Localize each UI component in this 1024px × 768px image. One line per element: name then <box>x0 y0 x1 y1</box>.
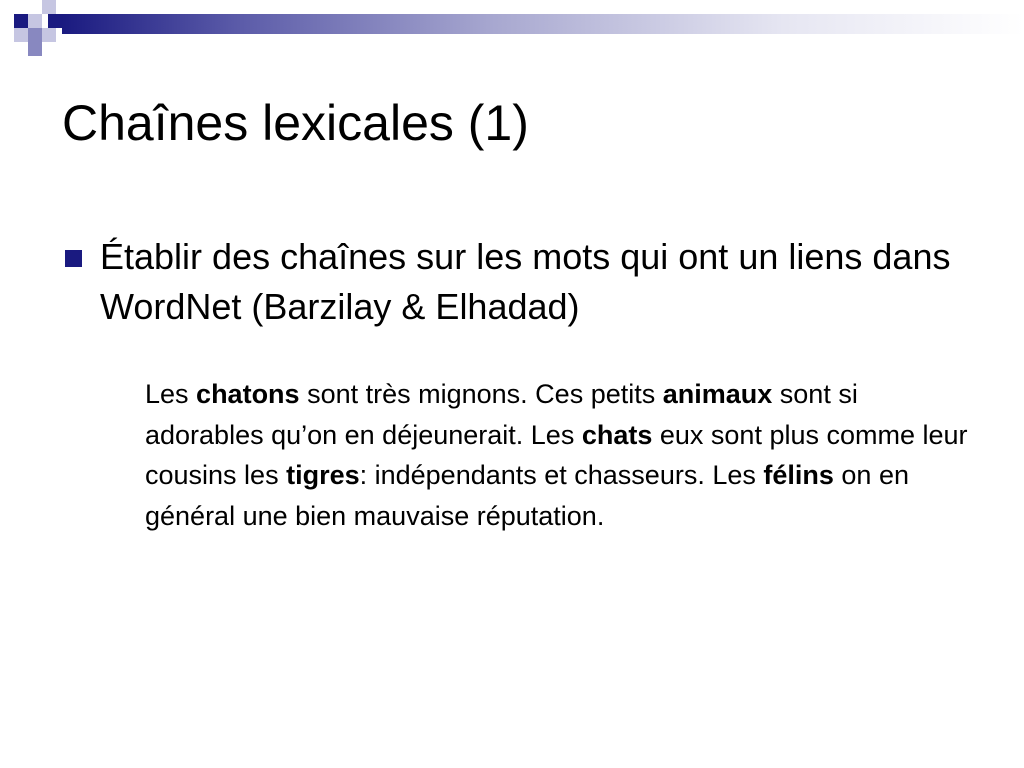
example-text: Les <box>145 379 197 409</box>
example-text: sont si adorables qu’on en déjeunerait. Les <box>145 379 858 450</box>
header-square <box>48 14 62 28</box>
header-square <box>42 28 56 42</box>
example-text: : indépendants et chasseurs. Les <box>359 460 764 490</box>
example-text: eux sont plus comme leur cousins les <box>145 419 968 490</box>
highlighted-word: tigres <box>286 460 360 490</box>
bullet-text: Établir des chaînes sur les mots qui ont un liens dans WordNet (Barzilay & Elhadad) <box>100 236 951 327</box>
example-text: on en général une bien mauvaise réputation. <box>145 460 909 531</box>
header-square <box>14 28 28 42</box>
header-square <box>28 42 42 56</box>
highlighted-word: chatons <box>196 379 300 409</box>
slide-title: Chaînes lexicales (1) <box>62 95 529 151</box>
header-square <box>28 28 42 42</box>
highlighted-word: chats <box>581 419 653 450</box>
header-square <box>14 14 28 28</box>
example-text: sont très mignons. Ces petits <box>299 379 663 409</box>
highlighted-word: animaux <box>662 379 773 409</box>
bullet-list <box>62 232 982 332</box>
header-gradient-bar <box>62 14 1024 34</box>
header-square <box>28 14 42 28</box>
highlighted-word: félins <box>763 460 834 490</box>
bullet-item <box>62 232 982 332</box>
header-square <box>42 0 56 14</box>
square-bullet-icon <box>65 250 82 267</box>
example-paragraph <box>145 374 970 536</box>
